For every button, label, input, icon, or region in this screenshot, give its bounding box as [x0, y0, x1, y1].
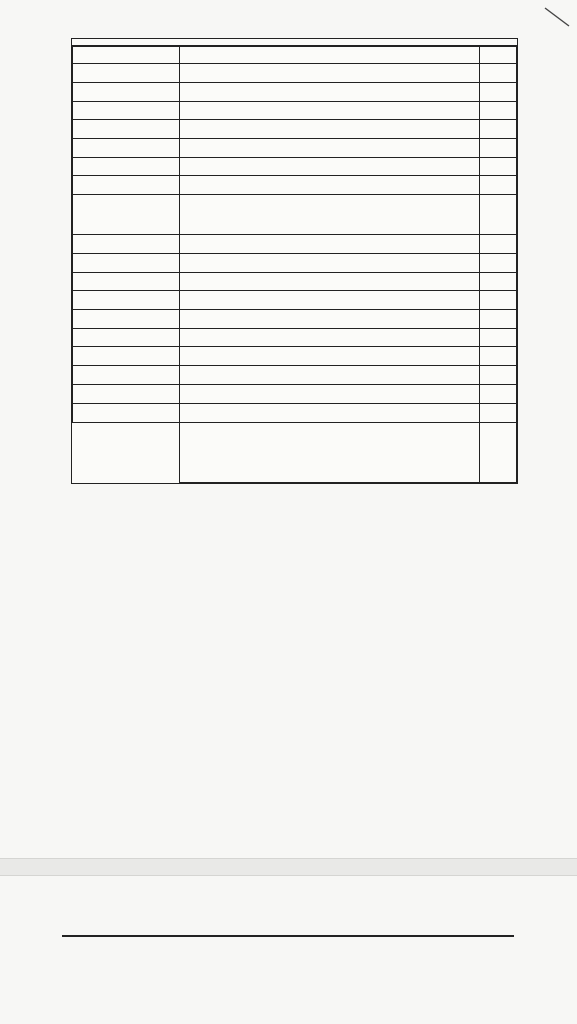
row-subject [180, 385, 480, 404]
row-hours [73, 291, 180, 310]
row-hours [73, 120, 180, 139]
row-hours [73, 310, 180, 329]
row-hours [73, 404, 180, 423]
row-number [480, 176, 517, 195]
row-subject [180, 176, 480, 195]
row-hours [73, 64, 180, 83]
table-row [73, 347, 517, 366]
table-row [73, 423, 517, 483]
row-hours [73, 158, 180, 176]
table-title [72, 39, 517, 46]
row-number [480, 310, 517, 329]
row-number [480, 102, 517, 120]
table-row [73, 64, 517, 83]
table-body [73, 64, 517, 483]
row-subject [180, 120, 480, 139]
row-subject [180, 404, 480, 423]
row-subject [180, 235, 480, 254]
row-subject [180, 366, 480, 385]
row-subject [180, 329, 480, 347]
table-row [73, 366, 517, 385]
table-row [73, 254, 517, 273]
row-hours [180, 423, 480, 483]
header-num [480, 47, 517, 64]
row-number [480, 347, 517, 366]
table-row [73, 139, 517, 158]
row-hours [73, 235, 180, 254]
row-subject [180, 83, 480, 102]
row-subject [480, 423, 517, 483]
header-hours [73, 47, 180, 64]
row-hours [73, 139, 180, 158]
table-row [73, 329, 517, 347]
row-subject [180, 158, 480, 176]
row-hours [73, 176, 180, 195]
row-subject [180, 254, 480, 273]
table-row [73, 273, 517, 291]
row-hours [73, 385, 180, 404]
row-hours [73, 273, 180, 291]
row-hours [73, 102, 180, 120]
row-number [480, 254, 517, 273]
table-row [73, 235, 517, 254]
row-number [480, 366, 517, 385]
row-hours [73, 366, 180, 385]
row-number [480, 273, 517, 291]
row-number [480, 329, 517, 347]
table-row [73, 102, 517, 120]
table-row [73, 158, 517, 176]
table-row [73, 176, 517, 195]
row-hours [73, 83, 180, 102]
row-subject [180, 195, 480, 235]
row-subject [180, 273, 480, 291]
programs-table [72, 46, 517, 483]
row-number [480, 64, 517, 83]
row-number [480, 139, 517, 158]
corner-mark-icon [543, 6, 571, 28]
row-subject [180, 139, 480, 158]
row-subject [180, 347, 480, 366]
row-number [480, 158, 517, 176]
row-number [480, 83, 517, 102]
table-row [73, 291, 517, 310]
row-number [480, 195, 517, 235]
table-row [73, 404, 517, 423]
table-row [73, 195, 517, 235]
row-number [480, 291, 517, 310]
table-row [73, 120, 517, 139]
row-hours [73, 195, 180, 235]
page-break [0, 858, 577, 876]
programs-table-page1 [71, 38, 518, 484]
table-row [73, 83, 517, 102]
header-subject [180, 47, 480, 64]
programs-table-page2 [62, 935, 514, 937]
table-row [73, 310, 517, 329]
row-subject [180, 310, 480, 329]
table-row [73, 385, 517, 404]
row-subject [180, 102, 480, 120]
row-number [480, 404, 517, 423]
row-hours [73, 329, 180, 347]
row-number [480, 120, 517, 139]
row-hours [73, 254, 180, 273]
row-subject [180, 291, 480, 310]
row-number [480, 385, 517, 404]
row-subject [180, 64, 480, 83]
row-hours [73, 347, 180, 366]
row-number [480, 235, 517, 254]
